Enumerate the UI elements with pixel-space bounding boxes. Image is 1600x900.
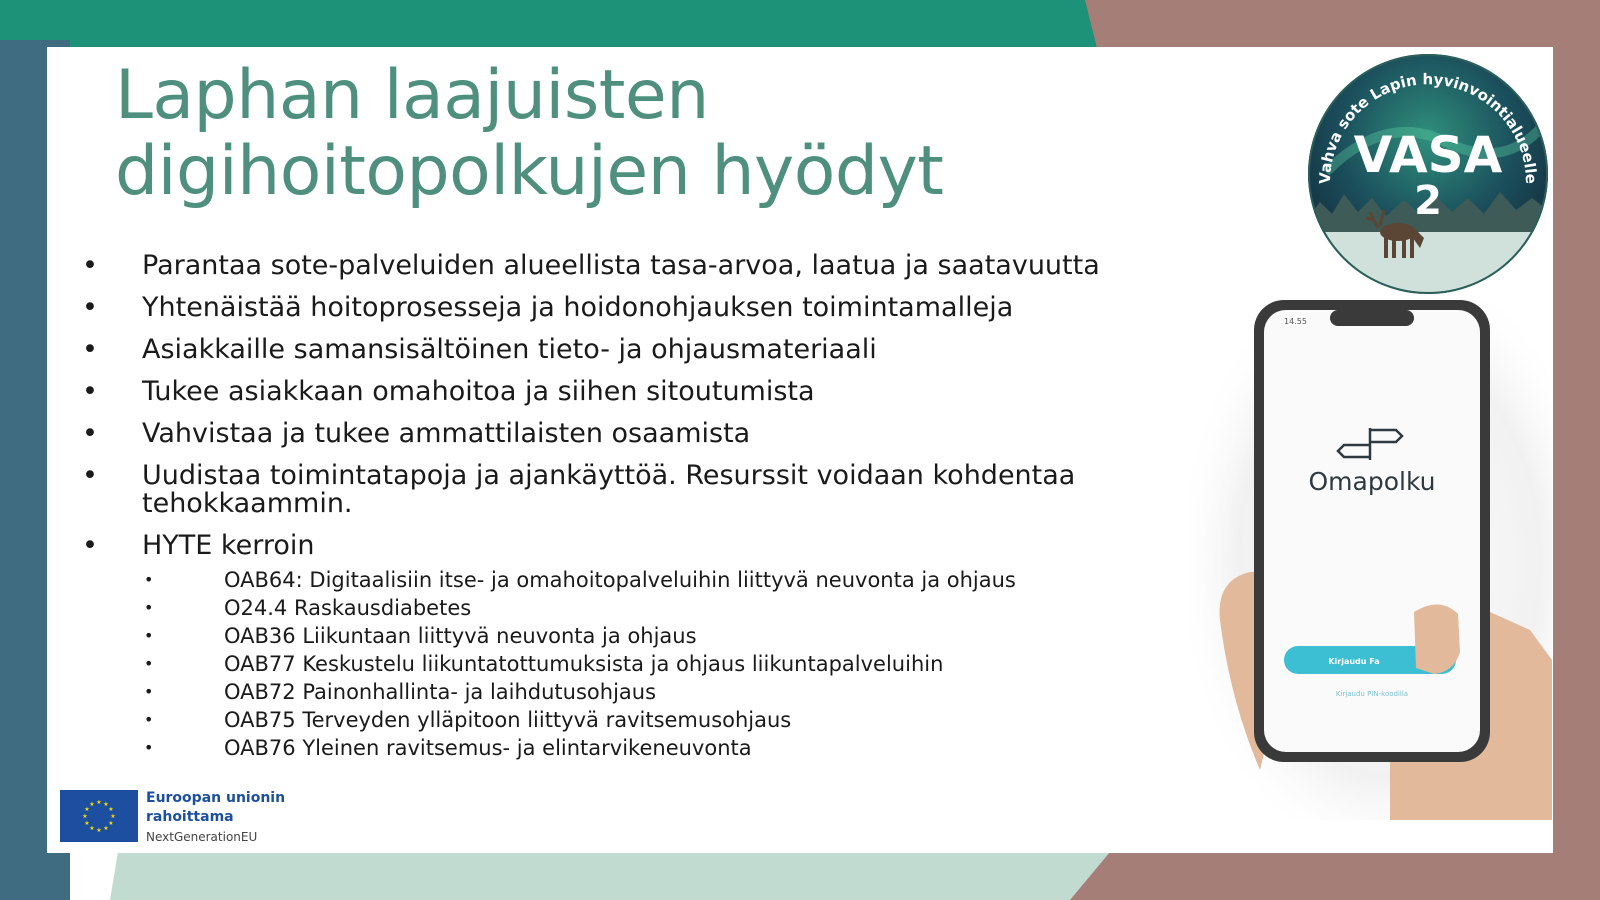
phone-illustration [1190,300,1552,820]
sub-bullet-dot: • [144,738,154,757]
svg-text:★: ★ [108,806,114,813]
svg-text:★: ★ [96,827,102,834]
badge-number: 2 [1414,178,1442,224]
app-name: Omapolku [1308,467,1436,496]
sub-bullet-text: OAB76 Yleinen ravitsemus- ja elintarvikeneuvonta [224,736,752,760]
bullet-dot: • [82,334,98,365]
bullet-text: HYTE kerroin [142,530,315,561]
status-time: 14.55 [1284,317,1307,326]
svg-text:★: ★ [89,801,95,808]
thumb-shape [1414,604,1460,674]
title-line-2: digihoitopolkujen hyödyt [115,132,944,211]
title-line-1: Laphan laajuisten [115,56,709,135]
bullet-text: Yhtenäistää hoitoprosesseja ja hoidonohjauksen toimintamalleja [142,292,1014,323]
bullet-dot: • [82,418,98,449]
sub-bullet-text: OAB36 Liikuntaan liittyvä neuvonta ja ohjaus [224,624,697,648]
list-item [80,336,1230,364]
slide-title [115,58,943,210]
bullet-dot: • [82,292,98,323]
sub-bullet-dot: • [144,710,154,729]
list-item [80,420,1230,448]
svg-text:★: ★ [84,820,90,827]
bullet-text: Asiakkaille samansisältöinen tieto- ja ohjausmateriaali [142,334,877,365]
bullet-text: Uudistaa toimintatapoja ja ajankäyttöä. Resurssit voidaan kohdentaa tehokkaammin. [142,460,1076,519]
badge-name: VASA [1353,126,1503,184]
sub-list-item [142,650,1230,678]
bullet-text: Vahvistaa ja tukee ammattilaisten osaamista [142,418,751,449]
sub-bullet-dot: • [144,682,154,701]
list-item [80,252,1230,280]
sub-bullet-text: OAB72 Painonhallinta- ja laihdutusohjaus [224,680,657,704]
eu-text-line-3: NextGenerationEU [146,830,258,844]
svg-text:★: ★ [89,825,95,832]
eu-funding-logo [60,790,360,848]
bullet-dot: • [82,250,98,281]
svg-text:★: ★ [110,813,116,820]
sub-list-item [142,622,1230,650]
sub-list-item [142,594,1230,622]
bullet-dot: • [82,530,98,561]
sub-bullet-text: OAB64: Digitaalisiin itse- ja omahoitopalveluihin liittyvä neuvonta ja ohjaus [224,568,1016,592]
login-button-label: Kirjaudu Fa [1328,657,1380,666]
sub-bullet-text: OAB75 Terveyden ylläpitoon liittyvä ravitsemusohjaus [224,708,792,732]
svg-text:★: ★ [108,820,114,827]
sub-bullet-text: OAB77 Keskustelu liikuntatottumuksista ja ohjaus liikuntapalveluihin [224,652,944,676]
list-item [80,378,1230,406]
svg-text:★: ★ [82,813,88,820]
phone-screen [1264,310,1480,752]
phone-notch [1330,310,1414,326]
sub-bullet-dot: • [144,598,154,617]
eu-text-line-2: rahoittama [146,809,234,825]
pin-login-link[interactable]: Kirjaudu PIN-koodilla [1335,690,1409,698]
svg-text:★: ★ [84,806,90,813]
bullet-dot: • [82,376,98,407]
list-item [80,294,1230,322]
badge-arc-text: Vahva sote Lapin hyvinvointialueelle [1315,70,1541,185]
sub-bullet-dot: • [144,570,154,589]
sub-bullet-dot: • [144,626,154,645]
sub-bullet-dot: • [144,654,154,673]
hyte-code-list [142,566,1230,762]
sub-bullet-text: O24.4 Raskausdiabetes [224,596,472,620]
benefits-list [80,252,1230,776]
svg-text:★: ★ [96,799,102,806]
eu-text-line-1: Euroopan unionin [146,790,286,806]
bullet-text: Parantaa sote-palveluiden alueellista tasa-arvoa, laatua ja saatavuutta [142,250,1100,281]
list-item [80,462,1230,518]
vasa-2-logo [1306,52,1550,296]
sub-list-item [142,566,1230,594]
sub-list-item [142,678,1230,706]
bullet-dot: • [82,460,98,491]
svg-text:★: ★ [103,801,109,808]
eu-flag-icon [60,790,138,842]
svg-text:★: ★ [103,825,109,832]
bullet-text: Tukee asiakkaan omahoitoa ja siihen sitoutumista [142,376,815,407]
sub-list-item [142,734,1230,762]
sub-list-item [142,706,1230,734]
list-item-hyte [80,532,1230,762]
